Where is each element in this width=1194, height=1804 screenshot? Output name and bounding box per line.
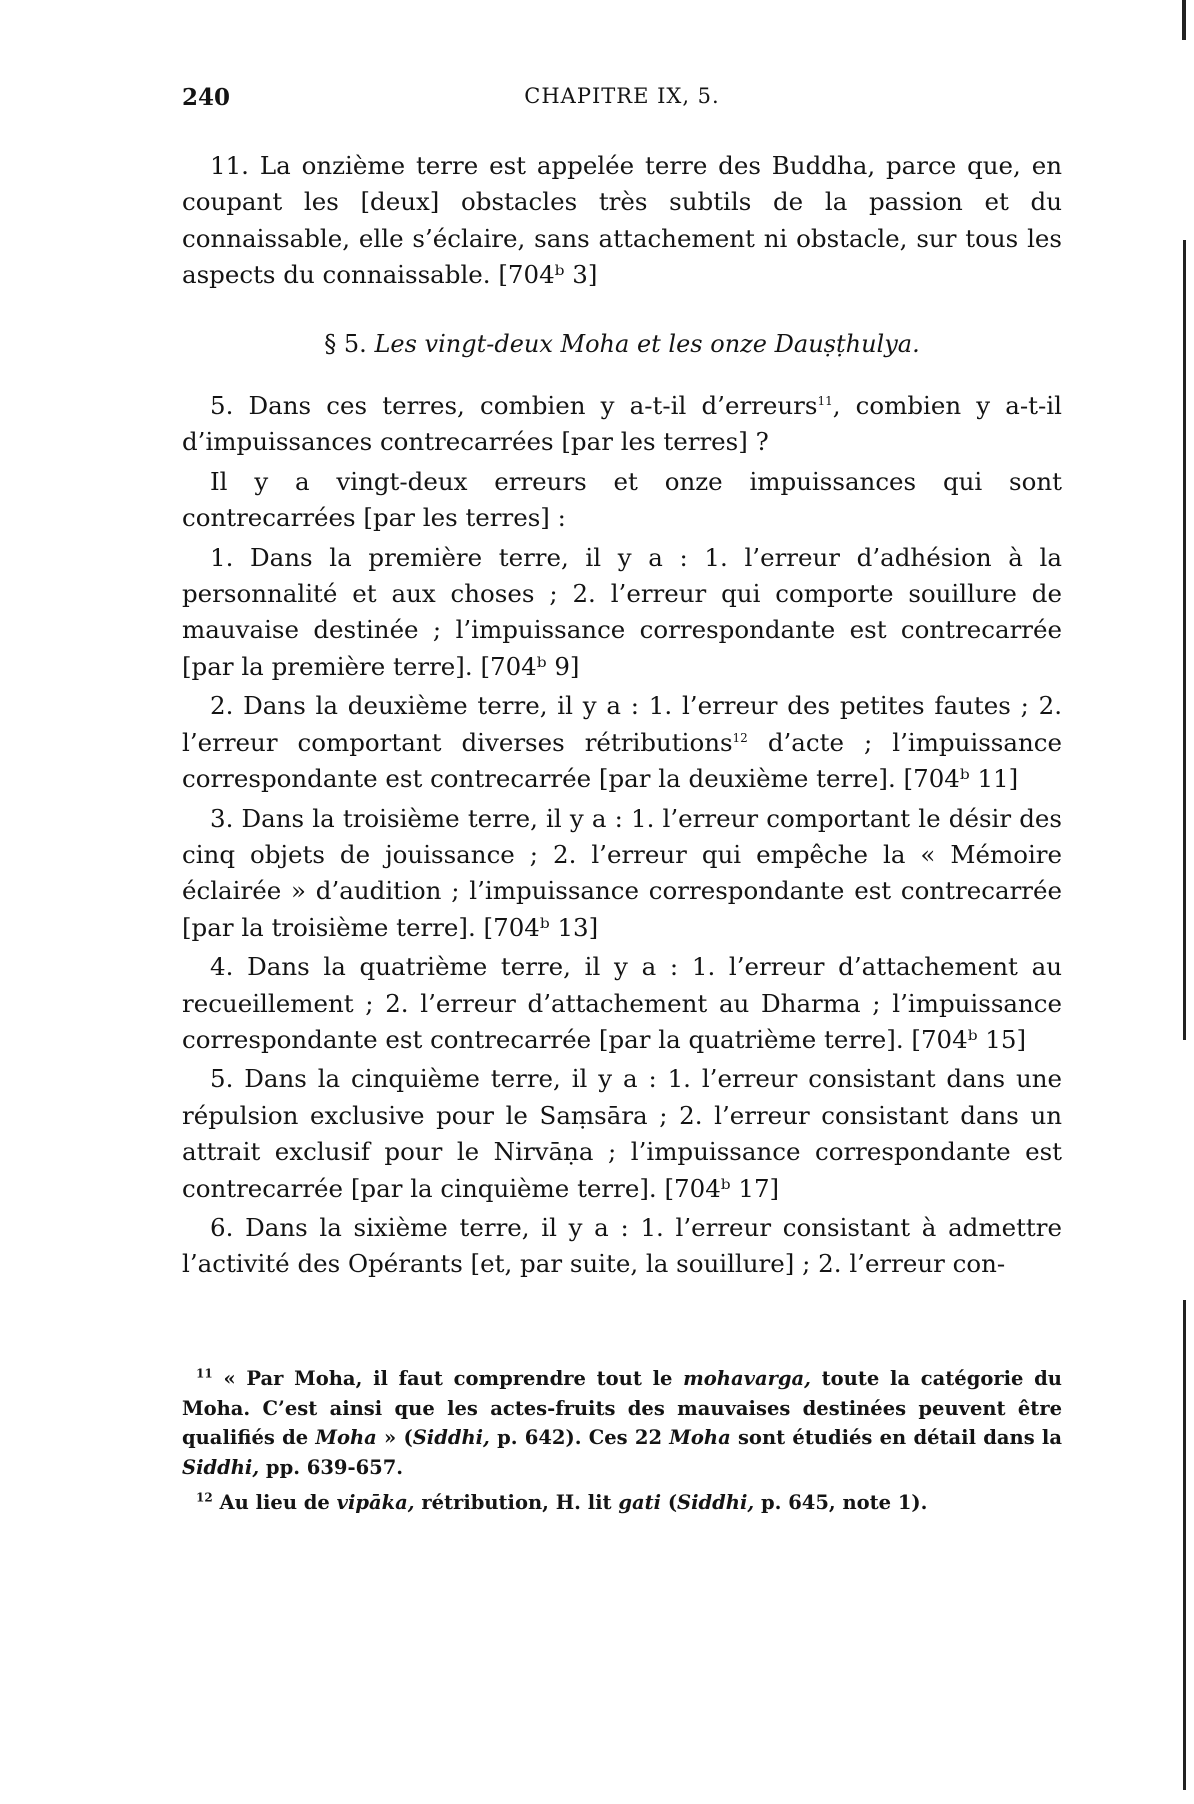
footnote-italic: Moha	[669, 1426, 731, 1449]
list-item-1: 1. Dans la première terre, il y a : 1. l’erreur d’adhésion à la personnalité et aux choses ; 2. l’erreur qui comporte souillure de mauvaise destinée ; l’impuissance correspondante est contrecarrée [par la première terre]. [704ᵇ 9]	[182, 542, 1062, 681]
running-head: CHAPITRE IX, 5.	[524, 84, 720, 108]
section-number: § 5.	[324, 329, 367, 358]
section-title: Les vingt-deux Moha et les onze Dauṣṭhulya.	[374, 329, 920, 358]
paragraph-11: 11. La onzième terre est appelée terre des Buddha, parce que, en coupant les [deux] obstacles très subtils de la passion et du connaissable, elle s’éclaire, sans attachement ni obstacle, sur tous les aspects du connaissable. [704ᵇ 3]	[182, 151, 1062, 290]
footnote-ref-11[interactable]: 11	[817, 393, 833, 408]
footnote-text: sont étudiés en détail dans la	[730, 1426, 1062, 1449]
page-header	[182, 84, 1062, 124]
footnote-text: » (	[376, 1426, 413, 1449]
list-item-2-text-cont: d’acte ; l’impuissance correspondante est contrecarrée [par la deuxième terre]. [704ᵇ 11]	[182, 727, 1062, 794]
page-number: 240	[182, 84, 231, 111]
footnotes	[182, 1364, 1062, 1524]
question-paragraph	[182, 388, 1062, 461]
footnote-italic: Moha	[315, 1426, 377, 1449]
footnote-text: rétribution, H. lit	[414, 1491, 619, 1514]
scan-edge-mark	[1183, 240, 1186, 1040]
list-item-2	[182, 688, 1062, 797]
footnote-italic: mohavarga,	[683, 1367, 811, 1390]
main-text	[182, 148, 1062, 1283]
list-item-6: 6. Dans la sixième terre, il y a : 1. l’erreur consistant à admettre l’activité des Opérants [et, par suite, la souillure] ; 2. l’erreur con-	[182, 1212, 1062, 1279]
question-text-cont: , combien y a-t-il d’impuissances contrecarrées [par les terres] ?	[182, 391, 1062, 457]
footnote-text: p. 642). Ces 22	[489, 1426, 670, 1449]
footnote-number: 11	[196, 1366, 213, 1381]
question-text: 5. Dans ces terres, combien y a-t-il d’erreurs	[210, 391, 818, 421]
footnote-italic: Siddhi,	[412, 1426, 490, 1449]
footnote-number: 12	[196, 1490, 213, 1505]
list-item-4: 4. Dans la quatrième terre, il y a : 1. l’erreur d’attachement au recueillement ; 2. l’erreur d’attachement au Dharma ; l’impuissance correspondante est contrecarrée [par la quatrième terre]. [704ᵇ 15]	[182, 952, 1062, 1054]
footnote-text: toute la catégorie du Moha. C’est ainsi que les actes-fruits des mauvaises destinées peuvent être qualifiés de	[182, 1367, 1062, 1449]
footnote-12	[182, 1488, 1062, 1518]
list-item-2-text: 2. Dans la deuxième terre, il y a : 1. l’erreur des petites fautes ; 2. l’erreur comportant diverses rétributions	[182, 691, 1062, 757]
footnote-text: Au lieu de	[219, 1491, 337, 1514]
footnote-italic: gati	[618, 1491, 662, 1514]
footnote-text: pp. 639-657.	[259, 1455, 404, 1479]
section-heading	[182, 326, 1062, 362]
footnote-text: (	[661, 1491, 678, 1514]
footnote-italic: vipāka,	[336, 1491, 415, 1514]
list-item-3: 3. Dans la troisième terre, il y a : 1. l’erreur comportant le désir des cinq objets de jouissance ; 2. l’erreur qui empêche la « Mémoire éclairée » d’audition ; l’impuissance correspondante est contrecarrée [par la troisième terre]. [704ᵇ 13]	[182, 803, 1062, 942]
scan-edge-mark	[1182, 0, 1186, 40]
footnote-ref-12[interactable]: 12	[732, 730, 748, 745]
scan-edge-mark	[1183, 1300, 1186, 1790]
footnote-italic: Siddhi,	[677, 1491, 755, 1514]
footnote-text: « Par Moha, il faut comprendre tout le	[223, 1367, 684, 1390]
answer-paragraph: Il y a vingt-deux erreurs et onze impuissances qui sont contrecarrées [par les terres] :	[182, 466, 1062, 533]
list-item-5: 5. Dans la cinquième terre, il y a : 1. l’erreur consistant dans une répulsion exclusive pour le Saṃsāra ; 2. l’erreur consistant dans un attrait exclusif pour le Nirvāṇa ; l’impuissance correspondante est contrecarrée [par la cinquième terre]. [704ᵇ 17]	[182, 1064, 1062, 1203]
footnote-italic: Siddhi,	[182, 1455, 260, 1479]
footnote-11	[182, 1364, 1062, 1482]
footnote-text: p. 645, note 1).	[754, 1491, 928, 1514]
